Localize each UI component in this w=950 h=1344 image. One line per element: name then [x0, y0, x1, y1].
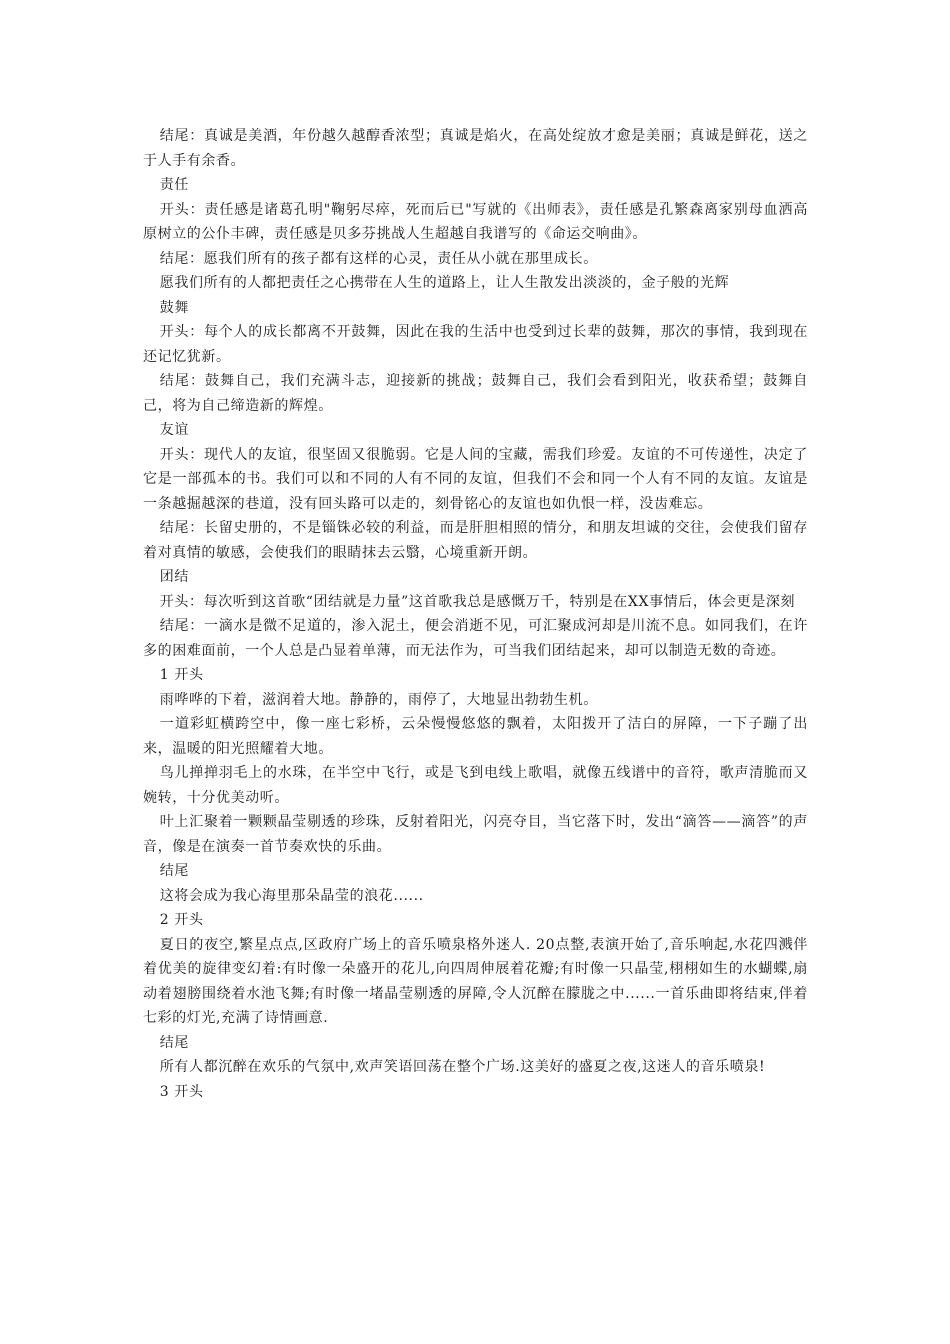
paragraph: 开头：每次听到这首歌“团结就是力量”这首歌我总是感慨万千，特别是在XX事情后，体会更是深刻 — [159, 593, 796, 610]
section-heading: 友谊 — [159, 422, 189, 438]
paragraph: 结尾：一滴水是微不足道的，渗入泥土，便会消逝不见，可汇聚成河却是川流不息。如同我们，在许多的困难面前，一个人总是凸显着单薄，而无法作为，可当我们团结起来，却可以制造无数的奇迹。 — [143, 618, 808, 659]
paragraph: 愿我们所有的人都把责任之心携带在人生的道路上，让人生散发出淡淡的，金子般的光辉 — [159, 275, 730, 291]
section-heading: 团结 — [159, 569, 189, 585]
paragraph: 开头：责任感是诸葛孔明"鞠躬尽瘁，死而后已"写就的《出师表》，责任感是孔繁森离家别母血洒高原树立的公仆丰碑，责任感是贝多芬挑战人生超越自我谱写的《命运交响曲》。 — [143, 201, 808, 242]
paragraph: 结尾：长留史册的，不是锱铢必较的利益，而是肝胆相照的情分，和朋友坦诚的交往，会使我们留存着对真情的敏感，会使我们的眼睛抹去云翳，心境重新开朗。 — [143, 520, 808, 561]
paragraph: 叶上汇聚着一颗颗晶莹剔透的珍珠，反射着阳光，闪亮夺目，当它落下时，发出“滴答——滴答”的声音，像是在演奏一首节奏欢快的乐曲。 — [143, 814, 808, 855]
document-page — [143, 124, 808, 1104]
paragraph: 所有人都沉醉在欢乐的气氛中,欢声笑语回荡在整个广场.这美好的盛夏之夜,这迷人的音乐喷泉! — [159, 1059, 766, 1075]
section-heading: 结尾 — [159, 1034, 189, 1051]
section-heading: 3 开头 — [159, 1083, 204, 1100]
section-heading: 结尾 — [159, 863, 189, 879]
paragraph: 开头：每个人的成长都离不开鼓舞，因此在我的生活中也受到过长辈的鼓舞，那次的事情，我到现在还记忆犹新。 — [143, 324, 808, 365]
paragraph: 鸟儿掸掸羽毛上的水珠，在半空中飞行，或是飞到电线上歌唱，就像五线谱中的音符，歌声清脆而又婉转，十分优美动听。 — [143, 765, 808, 806]
paragraph: 雨哗哗的下着，滋润着大地。静静的，雨停了，大地显出勃勃生机。 — [159, 691, 598, 708]
section-heading: 鼓舞 — [159, 299, 189, 316]
section-heading: 2 开头 — [159, 912, 204, 928]
paragraph: 结尾：愿我们所有的孩子都有这样的心灵，责任从小就在那里成长。 — [159, 250, 598, 267]
section-heading: 1 开头 — [159, 667, 204, 683]
paragraph: 结尾：真诚是美酒，年份越久越醇香浓型；真诚是焰火，在高处绽放才愈是美丽；真诚是鲜花，送之于人手有余香。 — [143, 128, 808, 169]
paragraph: 夏日的夜空,繁星点点,区政府广场上的音乐喷泉格外迷人. 20点整,表演开始了,音乐响起,水花四溅伴着优美的旋律变幻着:有时像一朵盛开的花儿,向四周伸展着花瓣;有时像一只晶莹,栩栩如生的水蝴蝶,扇动着翅膀围绕着水池飞舞;有时像一堵晶莹剔透的屏障,令人沉醉在朦胧之中......一首乐曲即将结束,伴着七彩的灯光,充满了诗情画意. — [143, 936, 808, 1026]
section-heading: 责任 — [159, 177, 189, 193]
paragraph: 开头：现代人的友谊，很坚固又很脆弱。它是人间的宝藏，需我们珍爱。友谊的不可传递性，决定了它是一部孤本的书。我们可以和不同的人有不同的友谊，但我们不会和同一个人有不同的友谊。友谊是一条越掘越深的巷道，没有回头路可以走的，刻骨铭心的友谊也如仇恨一样，没齿难忘。 — [143, 446, 808, 512]
paragraph: 结尾：鼓舞自己，我们充满斗志，迎接新的挑战；鼓舞自己，我们会看到阳光，收获希望；鼓舞自己，将为自己缔造新的辉煌。 — [143, 373, 808, 414]
paragraph: 这将会成为我心海里那朵晶莹的浪花...... — [159, 887, 424, 904]
paragraph: 一道彩虹横跨空中，像一座七彩桥，云朵慢慢悠悠的飘着，太阳拨开了洁白的屏障，一下子蹦了出来，温暖的阳光照耀着大地。 — [143, 716, 808, 757]
